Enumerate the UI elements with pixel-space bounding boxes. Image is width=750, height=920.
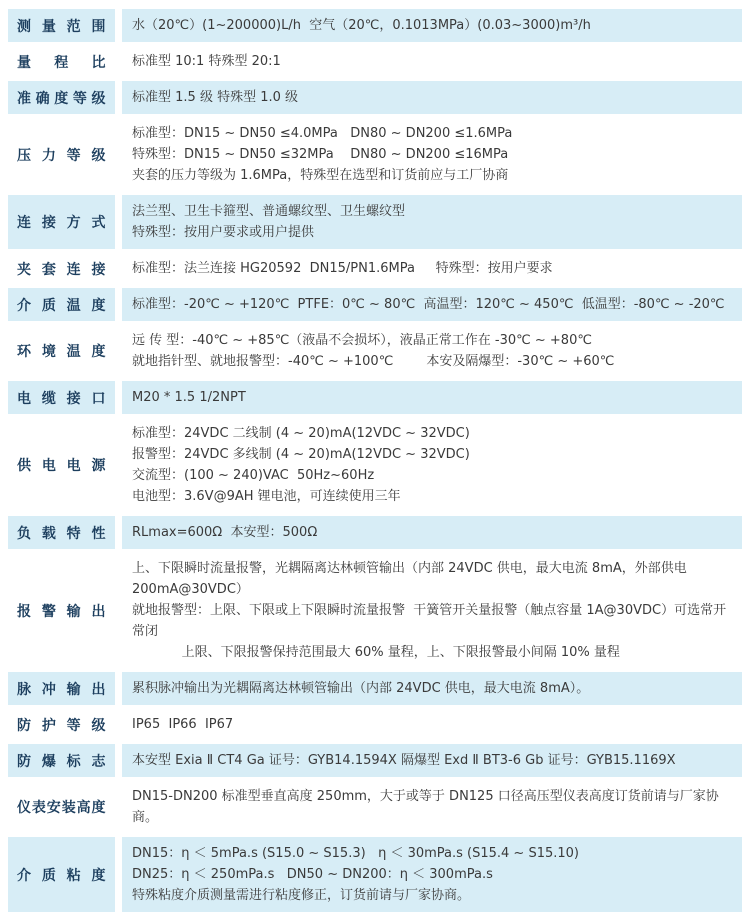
spec-line: 特殊型：DN15 ~ DN50 ≤32MPa DN80 ~ DN200 ≤16MPa [132, 147, 509, 162]
spec-value-cell [122, 780, 742, 834]
spec-row [8, 516, 742, 549]
spec-label-cell [8, 417, 115, 513]
spec-label-cell [8, 45, 115, 78]
spec-line: IP65 IP66 IP67 [132, 717, 234, 732]
spec-row [8, 381, 742, 414]
spec-line: 就地指针型、就地报警型：-40℃ ~ +100℃ 本安及隔爆型：-30℃ ~ +60℃ [132, 354, 615, 369]
spec-value-cell [122, 324, 742, 378]
spec-label-cell [8, 708, 115, 741]
spec-line: 标准型：24VDC 二线制 (4 ~ 20)mA(12VDC ~ 32VDC) [132, 426, 470, 441]
spec-label-cell [8, 516, 115, 549]
spec-row [8, 837, 742, 912]
spec-label-cell [8, 117, 115, 192]
spec-label: 测量范围 [17, 18, 106, 35]
spec-label-cell [8, 381, 115, 414]
spec-label-cell [8, 9, 115, 42]
spec-label: 脉冲输出 [17, 681, 106, 698]
spec-label: 负载特性 [17, 525, 106, 542]
spec-line: DN15-DN200 标准型垂直高度 250mm，大于或等于 DN125 口径高压型仪表高度订货前请与厂家协商。 [132, 789, 719, 825]
spec-row [8, 324, 742, 378]
spec-line: 报警型：24VDC 多线制 (4 ~ 20)mA(12VDC ~ 32VDC) [132, 447, 470, 462]
spec-label-cell [8, 252, 115, 285]
spec-line: 水（20℃）(1~200000)L/h 空气（20℃，0.1013MPa）(0.03~3000)m³/h [132, 18, 591, 33]
spec-line: 标准型 1.5 级 特殊型 1.0 级 [132, 90, 299, 105]
spec-line: 标准型 10:1 特殊型 20:1 [132, 54, 281, 69]
spec-value-cell [122, 117, 742, 192]
spec-row [8, 252, 742, 285]
spec-value-cell [122, 552, 742, 669]
spec-row [8, 117, 742, 192]
spec-line: 电池型：3.6V@9AH 锂电池，可连续使用三年 [132, 489, 401, 504]
spec-label-cell [8, 288, 115, 321]
spec-value-cell [122, 381, 742, 414]
spec-label: 电缆接口 [17, 390, 106, 407]
spec-row [8, 417, 742, 513]
spec-label: 介质温度 [17, 297, 106, 314]
spec-label: 报警输出 [17, 603, 106, 620]
spec-row [8, 708, 742, 741]
spec-line: 标准型：-20℃ ~ +120℃ PTFE：0℃ ~ 80℃ 高温型：120℃ ~ 450℃ 低温型：-80℃ ~ -20℃ [132, 297, 725, 312]
spec-row [8, 9, 742, 42]
spec-label: 压力等级 [17, 147, 106, 164]
spec-line: 远 传 型：-40℃ ~ +85℃（液晶不会损坏），液晶正常工作在 -30℃ ~ +80℃ [132, 333, 592, 348]
spec-label: 防爆标志 [17, 753, 106, 770]
spec-label: 防护等级 [17, 717, 106, 734]
spec-value-cell [122, 45, 742, 78]
spec-label-cell [8, 780, 115, 834]
spec-line: 特殊型：按用户要求或用户提供 [132, 225, 315, 240]
spec-line: DN15：η ＜ 5mPa.s (S15.0 ~ S15.3) η ＜ 30mPa.s (S15.4 ~ S15.10) [132, 846, 580, 861]
spec-line: 标准型：DN15 ~ DN50 ≤4.0MPa DN80 ~ DN200 ≤1.6MPa [132, 126, 513, 141]
spec-row [8, 744, 742, 777]
spec-label: 准确度等级 [17, 90, 106, 107]
spec-value-cell [122, 516, 742, 549]
spec-label-cell [8, 672, 115, 705]
spec-line: 累积脉冲输出为光耦隔离达林顿管输出（内部 24VDC 供电，最大电流 8mA）。 [132, 681, 590, 696]
spec-line: 夹套的压力等级为 1.6MPa，特殊型在选型和订货前应与工厂协商 [132, 168, 509, 183]
spec-label: 仪表安装高度 [17, 800, 106, 816]
spec-row [8, 780, 742, 834]
spec-label-cell [8, 195, 115, 249]
spec-line: 法兰型、卫生卡箍型、普通螺纹型、卫生螺纹型 [132, 204, 406, 219]
spec-line: 交流型：(100 ~ 240)VAC 50Hz~60Hz [132, 468, 375, 483]
spec-line: 就地报警型：上限、下限或上下限瞬时流量报警 干簧管开关量报警（触点容量 1A@30VDC）可选常开常闭 [132, 603, 727, 639]
spec-label: 介质粘度 [17, 867, 106, 884]
spec-label: 夹套连接 [17, 261, 106, 278]
spec-line: 本安型 Exia Ⅱ CT4 Ga 证号：GYB14.1594X 隔爆型 Exd Ⅱ BT3-6 Gb 证号：GYB15.1169X [132, 753, 676, 768]
spec-line: DN25：η ＜ 250mPa.s DN50 ~ DN200：η ＜ 300mPa.s [132, 867, 493, 882]
spec-row [8, 81, 742, 114]
spec-line: M20 * 1.5 1/2NPT [132, 390, 246, 405]
spec-value-cell [122, 672, 742, 705]
spec-row [8, 195, 742, 249]
spec-row [8, 288, 742, 321]
spec-value-cell [122, 252, 742, 285]
spec-value-cell [122, 9, 742, 42]
spec-row [8, 552, 742, 669]
spec-value-cell [122, 708, 742, 741]
spec-line: RLmax=600Ω 本安型：500Ω [132, 525, 318, 540]
spec-label: 量程比 [17, 54, 106, 71]
spec-value-cell [122, 81, 742, 114]
spec-label-cell [8, 81, 115, 114]
spec-row [8, 45, 742, 78]
spec-label-cell [8, 552, 115, 669]
spec-label-cell [8, 324, 115, 378]
spec-label-cell [8, 744, 115, 777]
spec-value-cell [122, 744, 742, 777]
spec-label: 环境温度 [17, 344, 106, 360]
spec-line: 上限、下限报警保持范围最大 60% 量程，上、下限报警最小间隔 10% 量程 [132, 645, 620, 660]
spec-label: 连接方式 [17, 215, 106, 231]
spec-value-cell [122, 417, 742, 513]
spec-value-cell [122, 195, 742, 249]
spec-label-cell [8, 837, 115, 912]
spec-line: 标准型：法兰连接 HG20592 DN15/PN1.6MPa 特殊型：按用户要求 [132, 261, 553, 276]
spec-line: 上、下限瞬时流量报警，光耦隔离达林顿管输出（内部 24VDC 供电，最大电流 8mA，外部供电 200mA@30VDC） [132, 561, 691, 597]
spec-row [8, 672, 742, 705]
spec-line: 特殊粘度介质测量需进行粘度修正，订货前请与厂家协商。 [132, 888, 471, 903]
spec-value-cell [122, 288, 742, 321]
spec-value-cell [122, 837, 742, 912]
spec-label: 供电电源 [17, 458, 106, 474]
